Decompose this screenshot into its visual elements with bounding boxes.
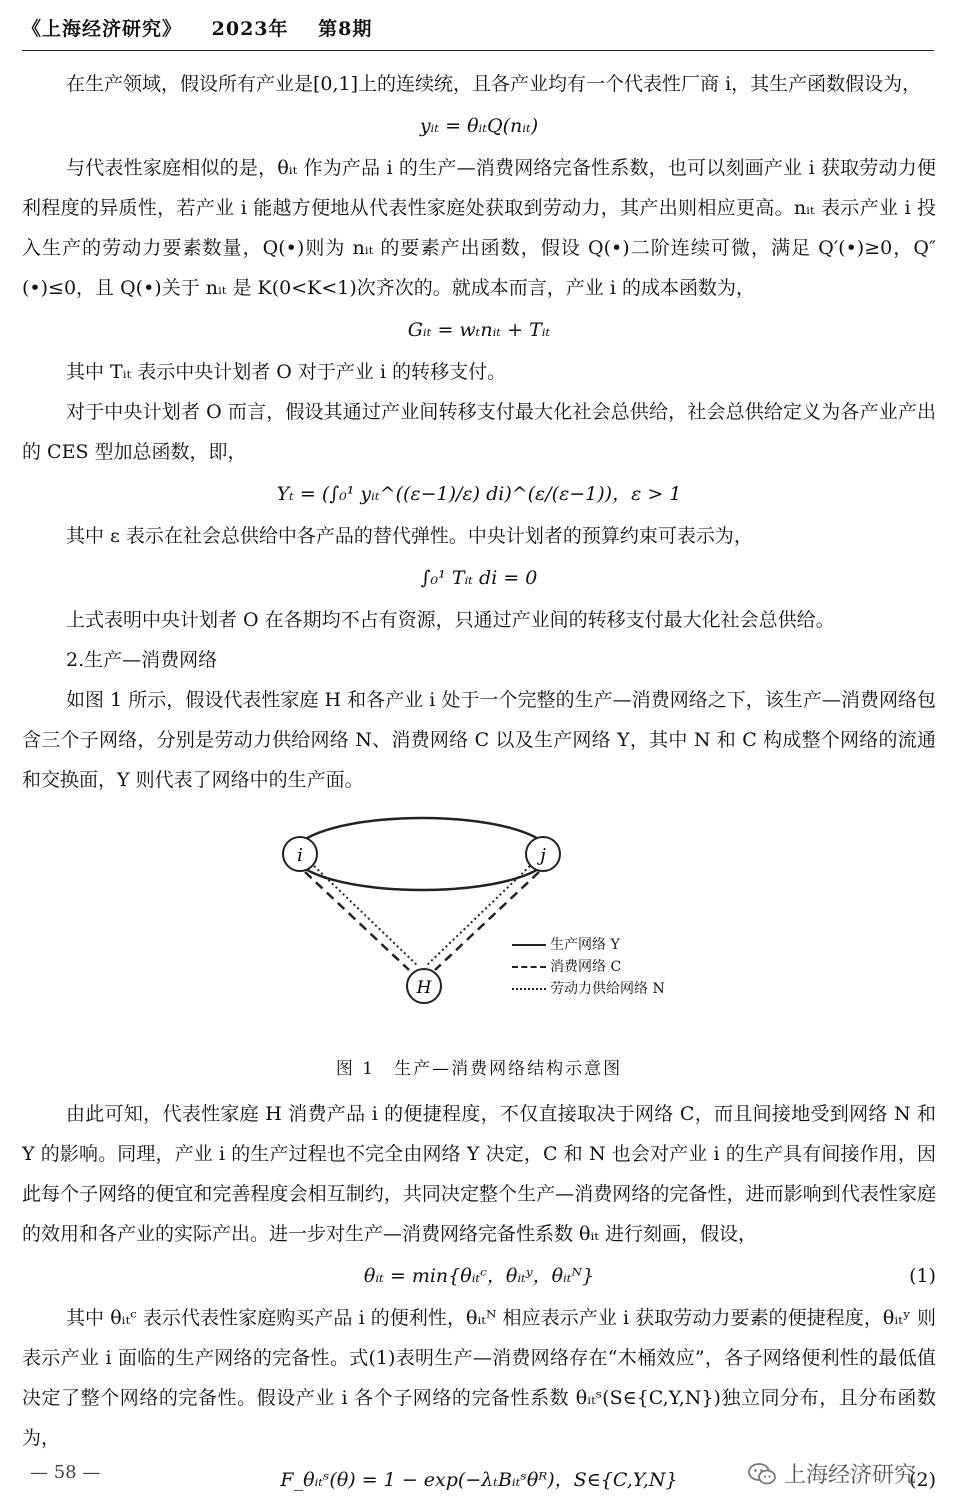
equation: Yₜ = (∫₀¹ yᵢₜ^((ε−1)/ε) di)^(ε/(ε−1))，ε > 1 xyxy=(276,483,682,505)
equation-body: θᵢₜ = min{θᵢₜᶜ，θᵢₜʸ，θᵢₜᴺ} xyxy=(363,1265,595,1287)
consumption-edge-i-h xyxy=(305,872,409,970)
figure-caption: 图 1 生产—消费网络结构示意图 xyxy=(335,1059,623,1079)
article-body xyxy=(22,64,936,1502)
header-rule xyxy=(22,50,934,51)
journal-year: 2023年 xyxy=(211,18,289,40)
dashed-line-icon xyxy=(512,966,546,968)
paragraph: 其中 ε 表示在社会总供给中各产品的替代弹性。中央计划者的预算约束可表示为， xyxy=(66,525,753,547)
journal-issue: 第8期 xyxy=(318,18,373,40)
equation: Gᵢₜ = wₜnᵢₜ + Tᵢₜ xyxy=(407,319,551,341)
page-number: — 58 — xyxy=(30,1462,101,1483)
network-diagram xyxy=(22,806,936,1046)
legend-item-consumption: 消费网络 C xyxy=(512,956,665,978)
paragraph: 上式表明中央计划者 O 在各期均不占有资源，只通过产业间的转移支付最大化社会总供给。 xyxy=(66,609,835,631)
section-heading: 2.生产—消费网络 xyxy=(66,649,218,671)
paragraph: 对于中央计划者 O 而言，假设其通过产业间转移支付最大化社会总供给，社会总供给定义为各产业产出的 CES 型加总函数，即， xyxy=(22,401,936,463)
paragraph: 与代表性家庭相似的是，θᵢₜ 作为产品 i 的生产—消费网络完备性系数，也可以刻画产业 i 获取劳动力便利程度的异质性，若产业 i 能越方便地从代表性家庭处获取到劳动力，其产出则相应更高。nᵢₜ 表示产业 i 投入生产的劳动力要素数量，Q(•)则为 nᵢₜ 的要素产出函数，假设 Q(•)二阶连续可微，满足 Q′(•)≥0，Q″(•)≤0，且 Q(•)关于 nᵢₜ 是 K(0<K<1)次齐次的。就成本而言，产业 i 的成本函数为， xyxy=(22,157,936,299)
labor-edge-i-h xyxy=(314,866,418,966)
paragraph: 由此可知，代表性家庭 H 消费产品 i 的便捷程度，不仅直接取决于网络 C，而且间接地受到网络 N 和 Y 的影响。同理，产业 i 的生产过程也不完全由网络 Y 决定，C 和 N 也会对产业 i 的生产具有间接作用，因此每个子网络的便宜和完善程度会相互制约，共同决定整个生产—消费网络的完备性，进而影响到代表性家庭的效用和各产业的实际产出。进一步对生产—消费网络完备性系数 θᵢₜ 进行刻画，假设， xyxy=(22,1103,936,1245)
legend-item-labor: 劳动力供给网络 N xyxy=(512,978,665,1000)
solid-line-icon xyxy=(512,944,546,946)
equation-body: F_θᵢₜˢ(θ) = 1 − exp(−λₜBᵢₜˢθᴿ)，S∈{C,Y,N} xyxy=(280,1469,678,1491)
network-figure xyxy=(22,806,936,1046)
paragraph: 其中 Tᵢₜ 表示中央计划者 O 对于产业 i 的转移支付。 xyxy=(66,361,507,383)
legend-item-production: 生产网络 Y xyxy=(512,934,665,956)
figure-legend xyxy=(512,934,665,1000)
equation xyxy=(22,1254,936,1298)
dotted-line-icon xyxy=(512,988,546,990)
brand-name: 上海经济研究 xyxy=(783,1463,916,1488)
equation: yᵢₜ = θᵢₜQ(nᵢₜ) xyxy=(419,115,539,137)
paragraph: 在生产领域，假设所有产业是[0,1]上的连续统，且各产业均有一个代表性厂商 i，其生产函数假设为， xyxy=(66,73,922,95)
node-j-label: j xyxy=(540,845,546,866)
running-header xyxy=(22,14,934,41)
journal-name: 《上海经济研究》 xyxy=(22,18,183,40)
equation: ∫₀¹ Tᵢₜ di = 0 xyxy=(420,567,538,589)
node-h-label: H xyxy=(416,978,432,998)
paragraph: 其中 θᵢₜᶜ 表示代表性家庭购买产品 i 的便利性，θᵢₜᴺ 相应表示产业 i 获取劳动力要素的便捷程度，θᵢₜʸ 则表示产业 i 面临的生产网络的完备性。式(1)表明生产—消费网络存在“木桶效应”，各子网络便利性的最低值决定了整个网络的完备性。假设产业 i 各个子网络的完备性系数 θᵢₜˢ(S∈{C,Y,N})独立同分布，且分布函数为， xyxy=(22,1307,936,1449)
node-i-label: i xyxy=(297,845,303,866)
wechat-icon xyxy=(748,1463,776,1485)
watermark-brand xyxy=(748,1458,916,1489)
equation-number: (2) xyxy=(909,1469,936,1491)
paragraph: 如图 1 所示，假设代表性家庭 H 和各产业 i 处于一个完整的生产—消费网络之下，该生产—消费网络包含三个子网络，分别是劳动力供给网络 N、消费网络 C 以及生产网络 Y，其中 N 和 C 构成整个网络的流通和交换面，Y 则代表了网络中的生产面。 xyxy=(22,689,936,791)
equation-number: (1) xyxy=(909,1265,936,1287)
production-network-ellipse xyxy=(294,818,550,890)
